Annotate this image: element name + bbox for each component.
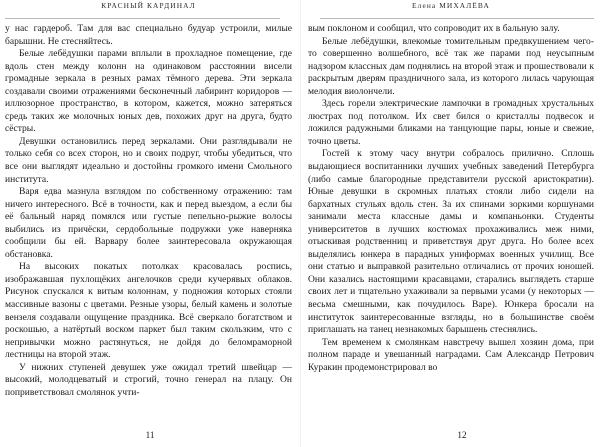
paragraph: вым поклоном и сообщил, что сопроводит их в бальную залу.: [308, 23, 560, 34]
left-page-number: 11: [145, 430, 155, 440]
paragraph: Варя едва мазнула взглядом по собственному отражению: там ничего интересного. Всё в точности, как и перед выездом, а если бы её бальный наряд помялся или густые пепельно-рыжие волосы выбились из причёски, сердобольные подружки уже наверняка сообщили бы ей. Варвару более заинтересовала окружающая обстановка.: [5, 186, 292, 260]
right-running-head: [308, 0, 594, 16]
right-page-number: 12: [457, 430, 467, 440]
right-page: [300, 0, 600, 447]
paragraph: Здесь горели электрические лампочки в громадных хрустальных люстрах под потолком. Их свет бился о кристаллы подвесок и ложился радужными бликами на танцующие пары, юные и свежие, точно цветы.: [308, 98, 594, 147]
paragraph: Белые лебёдушки, влекомые томительным предвкушением чего-то совершенно волшебного, всё так же парами под неусыпным надзором классных дам поднялись на второй этаж и прошествовали к раскрытым дверям праздничного зала, из которого лилась чарующая мелодия виолончели.: [308, 35, 594, 97]
right-header-rule: [320, 18, 594, 19]
paragraph: Девушки остановились перед зеркалами. Они разглядывали не только себя со всех сторон, но и своих подруг, чтобы убедиться, что все они выглядят идеально и достойны громкого имени Смольного института.: [5, 135, 292, 185]
right-text-column: [308, 23, 594, 374]
left-text-column: [5, 23, 292, 399]
paragraph: На высоких покатых потолках красовалась роспись, изображавшая пухлощёких ангелочков среди кучерявых облаков. Рисунок спускался к витым колоннам, у подножия которых стояли массивные вазоны с цветами. Резные узоры, белый камень и золотые вензеля создавали ощущение праздника. Всё сверкало богатством и роскошью, а натёртый воском паркет был таким скользким, что с непривычки можно растянуться, не дойдя до беломраморной лестницы на второй этаж.: [5, 261, 292, 361]
right-running-head-text: Елена МИХАЛЁВА: [412, 1, 490, 10]
paragraph: Белые лебёдушки парами вплыли в прохладное помещение, где вдоль стен между колонн на одинаковом расстоянии висели громадные зеркала в резных рамах тёмного дерева. Эти зеркала создавали своими отражениями бесконечный лабиринт коридоров — иллюзорное пространство, в котором, кажется, можно затеряться средь таких же молочных юных дев, похожих друг на друга, будто сёстры.: [5, 48, 292, 135]
left-header-rule: [5, 18, 280, 19]
paragraph: у нас гардероб. Там для вас специально будуар устроили, милые барышни. Не стесняйтесь.: [5, 23, 292, 47]
left-running-head: [5, 0, 292, 16]
paragraph: У нижних ступеней девушек уже ожидал третий швейцар — высокий, молодцеватый и строгий, точно генерал на плацу. Он поприветствовал смолянок учти-: [5, 361, 292, 398]
left-running-head-text: КРАСНЫЙ КАРДИНАЛ: [101, 1, 196, 10]
paragraph: Гостей к этому часу внутри собралось прилично. Сплошь выдающиеся воспитанники лучших учебных заведений Петербурга (либо самые благородные представители русской аристократии). Юные девушки в скромных платьях стояли либо сидели на бархатных стульях вдоль стен. За их спинами зоркими коршунами занимали места классные дамы и компаньонки. Студенты университетов в лучших костюмах прохаживались меж ними, отыскивая родственниц и приветствуя друг друга. Но более всех выделялись юнкера в парадных униформах военных училищ. Все они статью и выправкой разительно отличались от прочих юношей. Они казались настоящими красавцами, старались выглядеть старше своих лет и тщательно ухаживали за первыми усами (у некоторых — весьма смешными, как почудилось Варе). Юнкера бросали на институток заинтересованные взгляды, но в большинстве своём приглашать на танец незнакомых барышень стеснялись.: [308, 148, 594, 336]
paragraph: Тем временем к смолянкам навстречу вышел хозяин дома, при полном параде и увешанный наградами. Сам Александр Петрович Куракин продемонстрировал во: [308, 336, 594, 373]
